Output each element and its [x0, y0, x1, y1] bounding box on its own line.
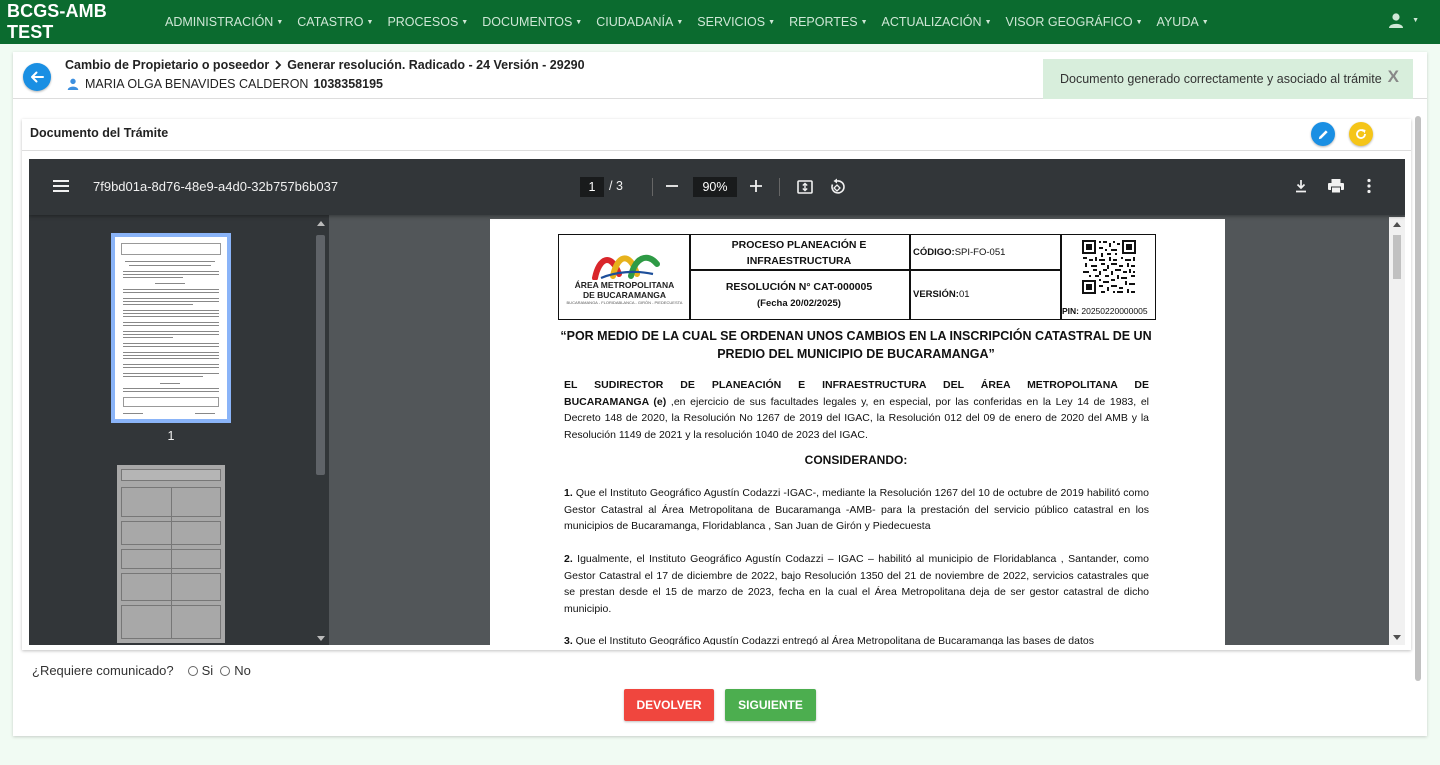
document-header-table	[558, 234, 1156, 320]
user-icon	[1388, 12, 1404, 28]
pdf-page-area	[329, 215, 1405, 645]
menu-procesos[interactable]: PROCESOS ▼	[387, 15, 469, 29]
considerando-heading: CONSIDERANDO:	[804, 453, 908, 467]
fit-page-button[interactable]	[796, 178, 814, 196]
paragraph-3: 3. Que el Instituto Geográfico Agustín Codazzi entregó al Área Metropolitana de Bucaramanga las bases de datos	[564, 635, 1094, 645]
resolution-date: (Fecha 20/02/2025)	[757, 298, 841, 309]
plus-icon	[749, 179, 763, 193]
menu-ayuda[interactable]: AYUDA ▼	[1156, 15, 1209, 29]
fit-to-page-icon	[796, 178, 814, 196]
thumbnail-scrollbar[interactable]	[314, 217, 327, 645]
toolbar-divider	[779, 178, 780, 196]
thumbnail-sidebar	[29, 215, 329, 645]
communication-question	[32, 663, 251, 678]
menu-reportes[interactable]: REPORTES ▼	[789, 15, 868, 29]
breadcrumb	[65, 58, 585, 72]
menu-servicios[interactable]: SERVICIOS ▼	[697, 15, 776, 29]
owner-name: MARIA OLGA BENAVIDES CALDERON	[85, 77, 309, 91]
radio-no[interactable]	[220, 666, 230, 676]
page-thumbnail-2[interactable]	[117, 465, 225, 643]
page-number-input[interactable]: 1	[580, 177, 604, 197]
arrow-left-icon	[29, 69, 45, 85]
caret-down-icon: ▼	[1412, 16, 1419, 24]
chevron-right-icon	[274, 60, 282, 70]
owner-info	[67, 77, 383, 91]
refresh-document-button[interactable]	[1349, 122, 1373, 146]
document-panel-title: Documento del Trámite	[30, 126, 169, 140]
caret-down-icon: ▼	[1201, 19, 1209, 26]
document-panel	[22, 119, 1411, 650]
back-button[interactable]	[23, 63, 51, 91]
zoom-in-button[interactable]	[749, 179, 763, 193]
scroll-thumb[interactable]	[316, 235, 325, 475]
download-button[interactable]	[1293, 178, 1309, 194]
caret-down-icon: ▼	[276, 19, 284, 26]
scroll-down-icon[interactable]	[317, 636, 325, 641]
page-thumbnail-1[interactable]	[111, 233, 231, 423]
amb-logo	[559, 235, 690, 319]
caret-down-icon: ▼	[768, 19, 776, 26]
menu-catastro[interactable]: CATASTRO ▼	[297, 15, 374, 29]
paragraph-2: 2. Igualmente, el Instituto Geográfico Agustín Codazzi – IGAC – habilitó al municipio de Floridablanca , Santander, como Gestor Catastral el 17 de diciembre de 2022, bajo Resolución 1350 del 21 de noviembre de 2022, servicios catastrales que se prestan desde el 15 de marzo de 2023, fecha en la cual el Área Metropolitana deja de ser gestor catastral de dicho municipio.	[564, 553, 1149, 615]
caret-down-icon: ▼	[984, 19, 992, 26]
edit-document-button[interactable]	[1311, 122, 1335, 146]
refresh-icon	[1354, 127, 1368, 141]
rotate-button[interactable]	[828, 178, 846, 196]
kebab-menu-icon	[1366, 178, 1372, 194]
menu-visor-geografico[interactable]: VISOR GEOGRÁFICO ▼	[1005, 15, 1143, 29]
menu-ciudadania[interactable]: CIUDADANÍA ▼	[596, 15, 684, 29]
intro-paragraph: EL SUDIRECTOR DE PLANEACIÓN E INFRAESTRUCTURA DEL ÁREA METROPOLITANA DE BUCARAMANGA (e) ,en ejercicio de sus facultades legales y, en especial, por las conferidas en la Ley 14 de 1983, el Decreto 148 de 2020, la Resolución No 1267 de 2019 del IGAC, la Resolución 012 del 09 de enero de 2020 del AMB y la Resolución 1149 de 2021 y la resolución 1040 de 2023 del IGAC.	[564, 379, 1149, 441]
user-menu[interactable]	[1388, 12, 1419, 28]
pdf-viewer	[29, 159, 1405, 645]
thumbnail-label: 1	[167, 429, 175, 443]
scroll-thumb[interactable]	[1393, 235, 1401, 279]
page-total: / 3	[609, 179, 623, 193]
qr-code-icon	[1081, 239, 1137, 295]
caret-down-icon: ▼	[575, 19, 583, 26]
return-button[interactable]: DEVOLVER	[624, 689, 714, 721]
radio-yes-label[interactable]: Si	[201, 663, 214, 678]
menu-documentos[interactable]: DOCUMENTOS ▼	[482, 15, 583, 29]
rotate-icon	[828, 178, 846, 196]
resolution-title: “POR MEDIO DE LA CUAL SE ORDENAN UNOS CAMBIOS EN LA INSCRIPCIÓN CATASTRAL DE UN PREDIO DEL MUNICIPIO DE BUCARAMANGA”	[560, 329, 1152, 361]
process-name: PROCESO PLANEACIÓN E INFRAESTRUCTURA	[731, 239, 867, 267]
download-icon	[1293, 178, 1309, 194]
printer-icon	[1327, 178, 1345, 194]
brand-title[interactable]: BCGS-AMB TEST	[7, 1, 107, 42]
radio-no-label[interactable]: No	[234, 663, 251, 678]
more-options-button[interactable]	[1366, 178, 1372, 194]
pdf-page	[490, 219, 1225, 645]
minus-icon	[665, 179, 679, 193]
scroll-up-icon[interactable]	[1393, 222, 1401, 227]
caret-down-icon: ▼	[1135, 19, 1143, 26]
caret-down-icon: ▼	[860, 19, 868, 26]
top-navbar	[0, 0, 1440, 44]
page-header	[13, 52, 1427, 99]
logo-text: ÁREA METROPOLITANA DE BUCARAMANGA	[574, 280, 675, 300]
person-icon	[67, 78, 79, 90]
question-label: ¿Requiere comunicado?	[32, 663, 174, 678]
scroll-thumb[interactable]	[1415, 116, 1421, 681]
scroll-down-icon[interactable]	[1393, 635, 1401, 640]
divider	[22, 150, 1411, 151]
toast-close-button[interactable]: X	[1387, 67, 1399, 86]
main-menu	[158, 15, 1216, 29]
menu-actualizacion[interactable]: ACTUALIZACIÓN ▼	[881, 15, 992, 29]
pdf-toolbar	[29, 159, 1405, 215]
pencil-icon	[1317, 128, 1330, 141]
toolbar-divider	[652, 178, 653, 196]
scroll-up-icon[interactable]	[317, 221, 325, 226]
owner-document: 1038358195	[313, 77, 383, 91]
print-button[interactable]	[1327, 178, 1345, 194]
resolution-number: RESOLUCIÓN N° CAT-000005	[725, 281, 873, 293]
paragraph-1: 1. Que el Instituto Geográfico Agustín Codazzi -IGAC-, mediante la Resolución 1267 del 10 de octubre de 2019 habilitó como Gestor Catastral al Área Metropolitana de Bucaramanga -AMB- para la prestación del servicio público catastral en los municipios de Bucaramanga, Floridablanca , San Juan de Girón y Piedecuesta	[564, 487, 1149, 532]
logo-subtext: BUCARAMANGA - FLORIDABLANCA - GIRÓN - PIEDECUESTA	[566, 300, 683, 305]
pin-field: PIN: 20250220000005	[1062, 306, 1148, 316]
amb-logo-icon	[591, 246, 661, 280]
next-button[interactable]: SIGUIENTE	[725, 689, 816, 721]
pdf-filename: 7f9bd01a-8d76-48e9-a4d0-32b757b6b037	[93, 179, 339, 194]
zoom-input[interactable]: 90%	[693, 177, 737, 197]
success-toast	[1043, 59, 1413, 99]
breadcrumb-step: Generar resolución. Radicado - 24 Versión - 29290	[287, 58, 585, 72]
toast-message: Documento generado correctamente y asociado al trámite	[1060, 72, 1382, 86]
menu-administracion[interactable]: ADMINISTRACIÓN ▼	[165, 15, 284, 29]
caret-down-icon: ▼	[676, 19, 684, 26]
card-scrollbar[interactable]	[1414, 116, 1422, 681]
code-field: CÓDIGO:SPI-FO-051	[913, 247, 1006, 258]
caret-down-icon: ▼	[461, 19, 469, 26]
version-field: VERSIÓN:01	[913, 289, 970, 300]
menu-icon[interactable]	[53, 180, 69, 195]
zoom-out-button[interactable]	[665, 179, 679, 193]
page-scrollbar[interactable]	[1389, 217, 1405, 645]
caret-down-icon: ▼	[366, 19, 374, 26]
page-card	[13, 52, 1427, 736]
radio-yes[interactable]	[188, 666, 198, 676]
breadcrumb-process[interactable]: Cambio de Propietario o poseedor	[65, 58, 270, 72]
